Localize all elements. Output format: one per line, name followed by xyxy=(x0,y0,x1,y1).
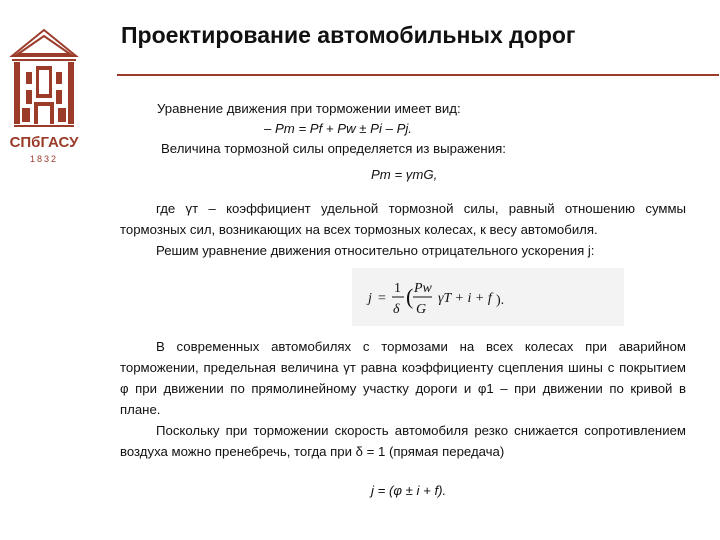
paragraph-air-resistance: Поскольку при торможении скорость автомобиля резко снижается сопротивлением воздуха можно пренебречь, тогда при δ = 1 (прямая передача) xyxy=(120,423,686,459)
brake-force-line: Величина тормозной силы определяется из выражения: xyxy=(161,141,506,156)
paragraph-coefficient: где γт – коэффициент удельной тормозной силы, равный отношению суммы тормозных сил, возникающих на всех тормозных колесах, к весу автомобиля. xyxy=(120,201,686,237)
svg-text:1: 1 xyxy=(394,281,401,296)
svg-text:δ: δ xyxy=(393,302,400,317)
equation-deceleration xyxy=(352,268,624,326)
svg-text:G: G xyxy=(416,302,427,317)
university-logo xyxy=(4,16,84,166)
svg-text:=: = xyxy=(378,291,386,306)
equation-brake-force: Pт = γтG, xyxy=(371,167,438,182)
svg-text:j: j xyxy=(368,291,372,306)
svg-text:СПбГАСУ: СПбГАСУ xyxy=(9,134,79,151)
svg-text:1832: 1832 xyxy=(29,154,59,164)
paragraph-block-2 xyxy=(120,336,686,462)
paragraph-solve: Решим уравнение движения относительно отрицательного ускорения j: xyxy=(156,243,595,258)
equation-motion: – Pт = Pf + Pw ± Pi – Pj. xyxy=(264,121,412,136)
svg-text:).: ). xyxy=(496,293,505,308)
slide-title: Проектирование автомобильных дорог xyxy=(121,22,576,48)
svg-text:γT + i + f: γT + i + f xyxy=(438,291,492,306)
intro-line: Уравнение движения при торможении имеет вид: xyxy=(157,101,461,116)
title-divider xyxy=(117,74,719,76)
svg-text:Pw: Pw xyxy=(414,281,432,296)
paragraph-block-1 xyxy=(120,198,686,261)
svg-text:(: ( xyxy=(406,284,414,309)
equation-final: j = (φ ± i + f). xyxy=(371,483,447,498)
paragraph-modern-cars: В современных автомобилях с тормозами на всех колесах при аварийном торможении, предельная величина γт равна коэффициенту сцепления шины с покрытием φ при движении по прямолинейному участку дороги и φ1 – при движении по кривой в плане. xyxy=(120,339,686,417)
